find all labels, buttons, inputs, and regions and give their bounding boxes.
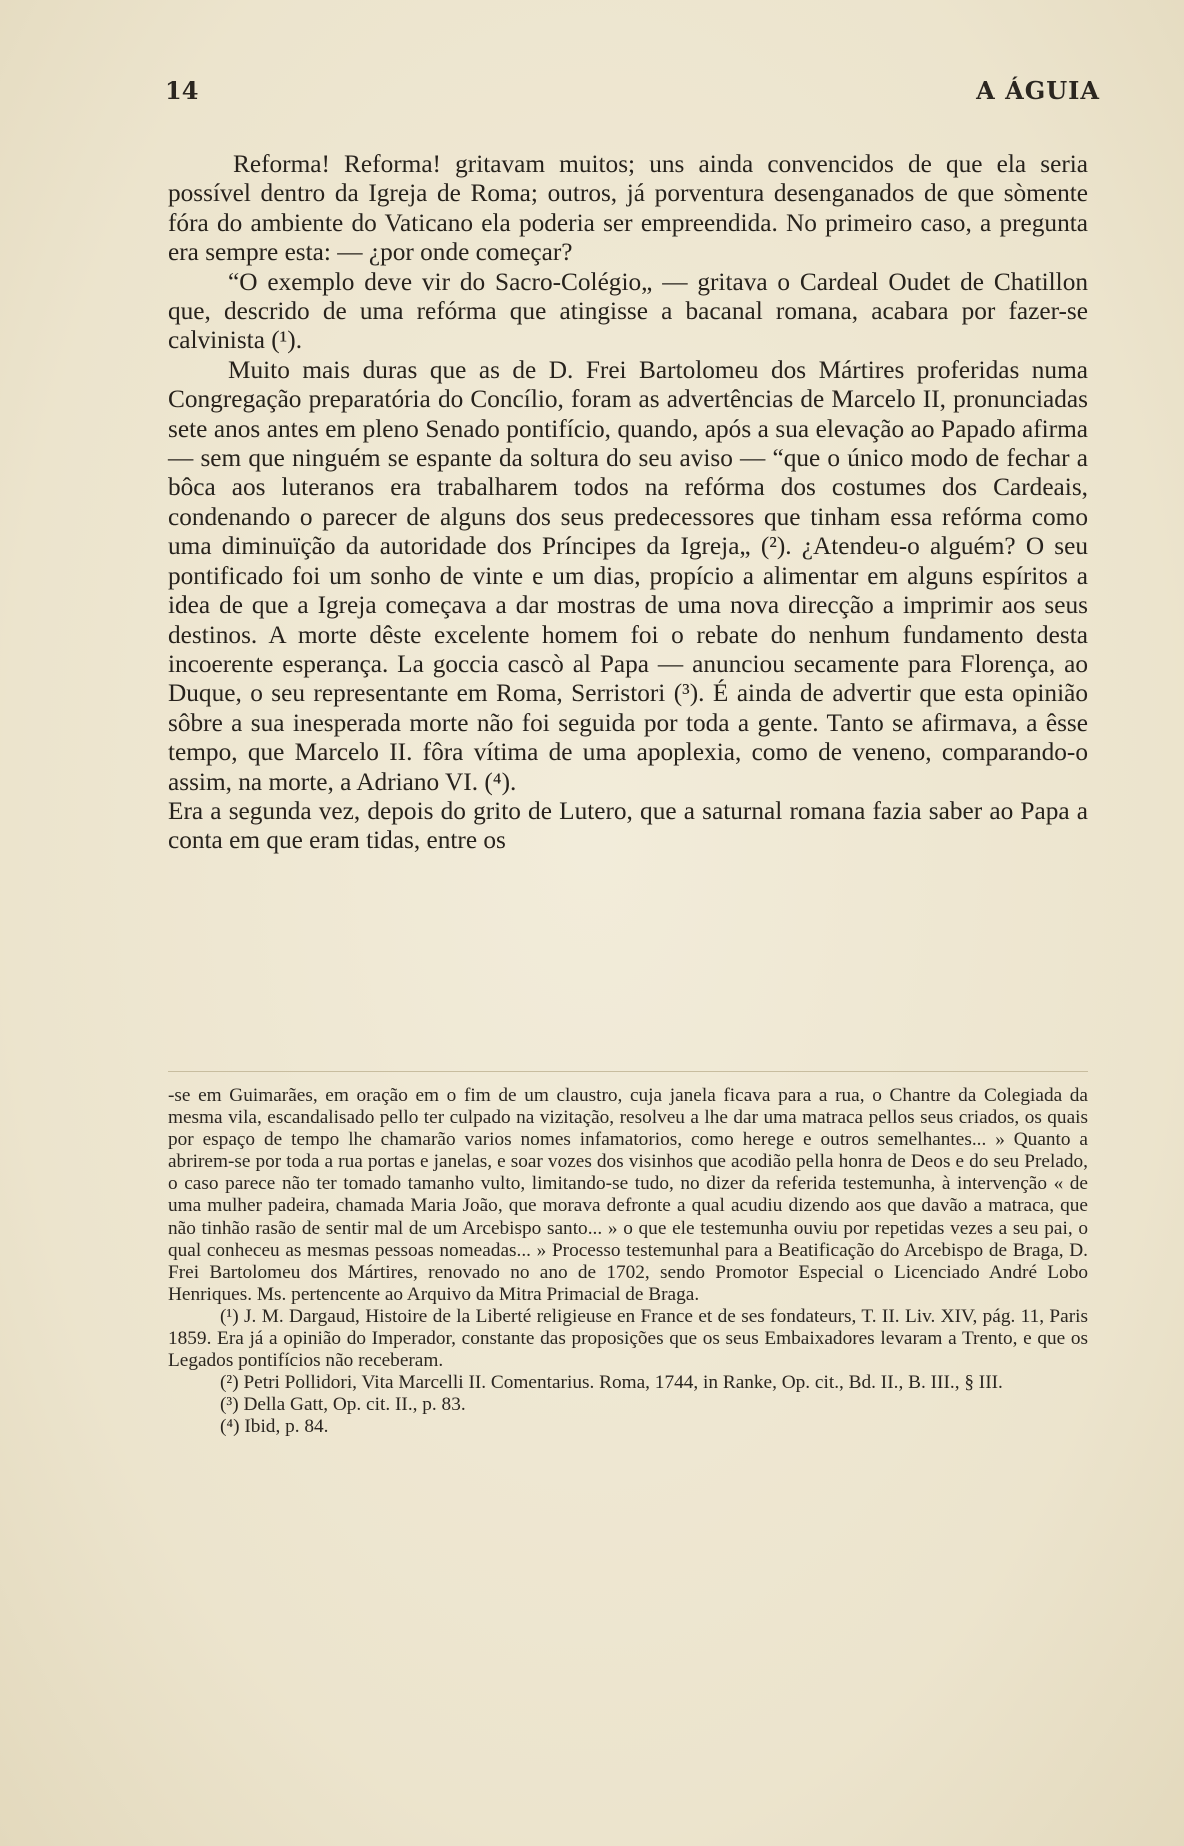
- footnote: (²) Petri Pollidori, Vita Marcelli II. Comentarius. Roma, 1744, in Ranke, Op. cit., Bd. II., B. III., § III.: [220, 1372, 1003, 1394]
- footnote-divider: [168, 1071, 1088, 1072]
- page-number: 14: [165, 76, 199, 105]
- footnotes: [168, 1085, 1088, 1439]
- paragraph: Reforma! Reforma! gritavam muitos; uns ainda convencidos de que ela seria possível dentro da Igreja de Roma; outros, já porventura desenganados de que sòmente fóra do ambiente do Vaticano ela poderia ser empreendida. No primeiro caso, a pregunta era sempre esta: — ¿por onde começar?: [168, 150, 1088, 267]
- paragraph: “O exemplo deve vir do Sacro-Colégio„ — gritava o Cardeal Oudet de Chatillon que, descrido de uma refórma que atingisse a bacanal romana, acabara por fazer-se calvinista (¹).: [168, 267, 1088, 355]
- paragraph: Muito mais duras que as de D. Frei Bartolomeu dos Mártires proferidas numa Congregação preparatória do Concílio, foram as advertências de Marcelo II, pronunciadas sete anos antes em pleno Senado pontifício, quando, após a sua elevação ao Papado afirma — sem que ninguém se espante da soltura do seu aviso — “que o único modo de fechar a bôca aos luteranos era trabalharem todos na refórma dos costumes dos Cardeais, condenando o parecer de alguns dos seus predecessores que tinham essa refórma como uma diminuïção da autoridade dos Príncipes da Igreja„ (²). ¿Atendeu-o alguém? O seu pontificado foi um sonho de vinte e um dias, propício a alimentar em alguns espíritos a idea de que a Igreja começava a dar mostras de uma nova direcção a imprimir aos seus destinos. A morte dêste excelente homem foi o rebate do nenhum fundamento desta incoerente esperança. La goccia cascò al Papa — anunciou secamente para Florença, ao Duque, o seu representante em Roma, Serristori (³). É ainda de advertir que esta opinião sôbre a sua inesperada morte não foi seguida por toda a gente. Tanto se afirmava, a êsse tempo, que Marcelo II. fôra vítima de uma apoplexia, como de veneno, comparando-o assim, na morte, a Adriano VI. (⁴).: [168, 355, 1088, 796]
- footnote: (⁴) Ibid, p. 84.: [220, 1416, 329, 1438]
- page-header: [165, 72, 1100, 112]
- main-text: [168, 150, 1088, 856]
- footnote: (¹) J. M. Dargaud, Histoire de la Liberté religieuse en France et de ses fondateurs, T. II. Liv. XIV, pág. 11, Paris 1859. Era já a opinião do Imperador, constante das proposições que os seus Embaixadores levaram a Trento, e que os Legados pontifícios não receberam.: [168, 1305, 1088, 1372]
- running-head: A ÁGUIA: [976, 76, 1100, 105]
- paragraph: Era a segunda vez, depois do grito de Lutero, que a saturnal romana fazia saber ao Papa a conta em que eram tidas, entre os: [168, 796, 1088, 855]
- footnote: -se em Guimarães, em oração em o fim de um claustro, cuja janela ficava para a rua, o Chantre da Colegiada da mesma vila, escandalisado pello ter culpado na vizitação, resolveu a lhe dar uma matraca pellos seus criados, os quais por espaço de tempo lhe chamarão varios nomes infamatorios, como herege e outros semelhantes... » Quanto a abrirem-se por toda a rua portas e janelas, e soar vozes dos visinhos que acodião pella honra de Deos e do seu Prelado, o caso parece não ter tomado tamanho vulto, limitando-se tudo, no dizer da referida testemunha, à intervenção « de uma mulher padeira, chamada Maria João, que morava defronte a qual acudiu dizendo aos que davão a matraca, que não tinhão rasão de sentir mal de um Arcebispo santo... » o que ele testemunha ouviu por repetidas vezes a seu pai, o qual conheceu as mesmas pessoas nomeadas... » Processo testemunhal para a Beatificação do Arcebispo de Braga, D. Frei Bartolomeu dos Mártires, renovado no ano de 1702, sendo Promotor Especial o Licenciado André Lobo Henriques. Ms. pertencente ao Arquivo da Mitra Primacial de Braga.: [168, 1085, 1088, 1305]
- footnote: (³) Della Gatt, Op. cit. II., p. 83.: [220, 1394, 466, 1416]
